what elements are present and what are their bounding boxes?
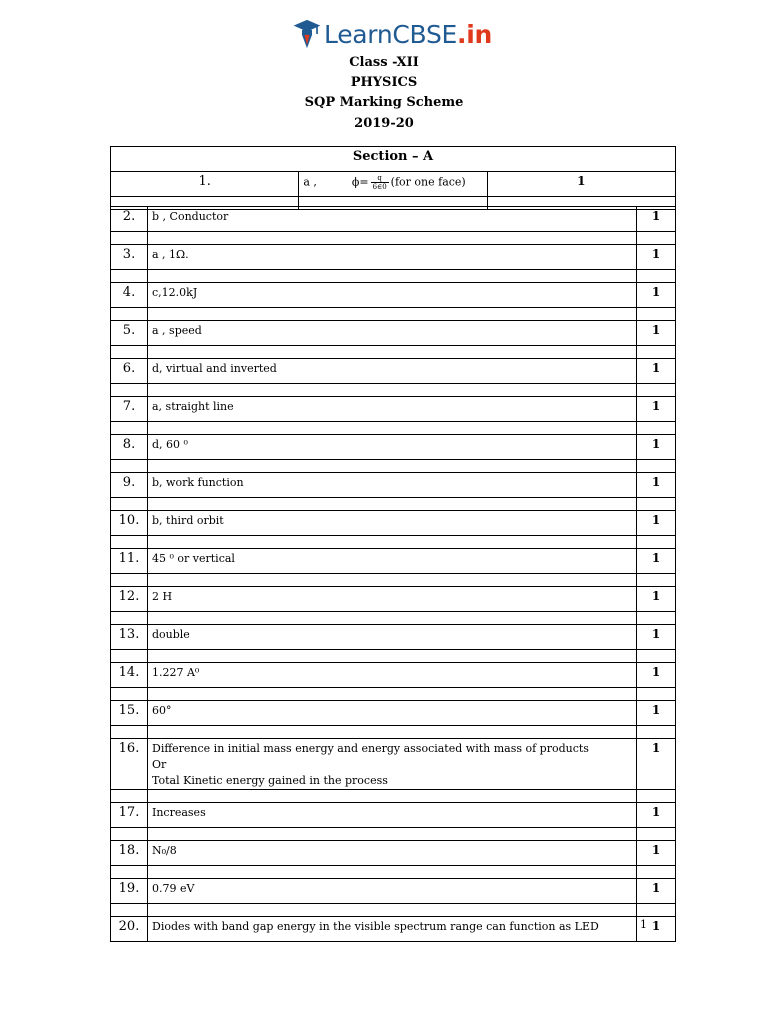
mark: 1 (637, 473, 676, 498)
question-number: 17. (111, 803, 148, 828)
answer-text: a, straight line (148, 397, 637, 422)
year-heading: 2019-20 (354, 116, 414, 131)
answer-text: N₀/8 (148, 841, 637, 866)
table-row (111, 207, 676, 232)
table-row (111, 245, 676, 270)
answer-text: b, work function (148, 473, 637, 498)
answer-text: 2 H (148, 587, 637, 612)
answer-text: Diodes with band gap energy in the visible spectrum range can function as LED (148, 917, 637, 942)
table-row (111, 321, 676, 346)
answer-text: a , ϕ= $\frac{q}{6\in 0}$ (for one face) (299, 172, 487, 197)
question-number: 18. (111, 841, 148, 866)
mark: 1 (637, 739, 676, 790)
question-number: 1. (111, 172, 299, 197)
table-row (111, 739, 676, 790)
page-number: 1 (640, 918, 647, 931)
answer-text: double (148, 625, 637, 650)
mark: 1 (487, 172, 675, 197)
answer-text: Difference in initial mass energy and energy associated with mass of products Or Total Kinetic energy gained in the process (148, 739, 637, 790)
table-row (111, 435, 676, 460)
table-row (111, 803, 676, 828)
answer-text: Increases (148, 803, 637, 828)
mark: 1 (637, 587, 676, 612)
answer-text: 1.227 A⁰ (148, 663, 637, 688)
answer-text: 60° (148, 701, 637, 726)
table-row (111, 549, 676, 574)
mark: 1 (637, 397, 676, 422)
fraction: $\frac{q}{6\in 0}$ (372, 174, 387, 191)
learncbse-logo (292, 14, 492, 54)
section-heading: Section – A (111, 147, 676, 172)
table-row (111, 625, 676, 650)
marking-scheme-rows (110, 206, 676, 942)
mark: 1 (637, 879, 676, 904)
question-number: 15. (111, 701, 148, 726)
table-row (111, 473, 676, 498)
table-row (111, 701, 676, 726)
question-number: 12. (111, 587, 148, 612)
mark: 1 (637, 245, 676, 270)
marking-scheme-table (110, 146, 676, 210)
question-number: 19. (111, 879, 148, 904)
mark: 1 (637, 803, 676, 828)
answer-text: a , speed (148, 321, 637, 346)
mark: 1 (637, 701, 676, 726)
mark: 1 (637, 625, 676, 650)
answer-text: d, 60 ⁰ (148, 435, 637, 460)
question-number: 14. (111, 663, 148, 688)
logo-text: LearnCBSE.in (324, 19, 492, 49)
table-row (111, 283, 676, 308)
answer-text: d, virtual and inverted (148, 359, 637, 384)
subject-heading: PHYSICS (350, 75, 418, 90)
mark: 1 (637, 917, 676, 942)
answer-text: b , Conductor (148, 207, 637, 232)
mark: 1 (637, 321, 676, 346)
mark: 1 (637, 207, 676, 232)
answer-text: c,12.0kJ (148, 283, 637, 308)
table-row (111, 172, 676, 197)
class-heading: Class -XII (349, 55, 419, 70)
question-number: 11. (111, 549, 148, 574)
table-row (111, 359, 676, 384)
table-row (111, 663, 676, 688)
question-number: 4. (111, 283, 148, 308)
table-row (111, 511, 676, 536)
mark: 1 (637, 283, 676, 308)
graduation-pen-icon (292, 15, 322, 53)
question-number: 2. (111, 207, 148, 232)
answer-text: a , 1Ω. (148, 245, 637, 270)
mark: 1 (637, 663, 676, 688)
question-number: 13. (111, 625, 148, 650)
table-row (111, 879, 676, 904)
table-row (111, 397, 676, 422)
question-number: 8. (111, 435, 148, 460)
mark: 1 (637, 511, 676, 536)
answer-text: 0.79 eV (148, 879, 637, 904)
mark: 1 (637, 359, 676, 384)
mark: 1 (637, 435, 676, 460)
table-row (111, 841, 676, 866)
table-row (111, 587, 676, 612)
question-number: 20. (111, 917, 148, 942)
question-number: 6. (111, 359, 148, 384)
table-row (111, 917, 676, 942)
mark: 1 (637, 841, 676, 866)
question-number: 10. (111, 511, 148, 536)
question-number: 9. (111, 473, 148, 498)
document-title: SQP Marking Scheme (304, 95, 464, 110)
answer-text: b, third orbit (148, 511, 637, 536)
question-number: 16. (111, 739, 148, 790)
mark: 1 (637, 549, 676, 574)
question-number: 3. (111, 245, 148, 270)
question-number: 5. (111, 321, 148, 346)
answer-text: 45 ⁰ or vertical (148, 549, 637, 574)
question-number: 7. (111, 397, 148, 422)
